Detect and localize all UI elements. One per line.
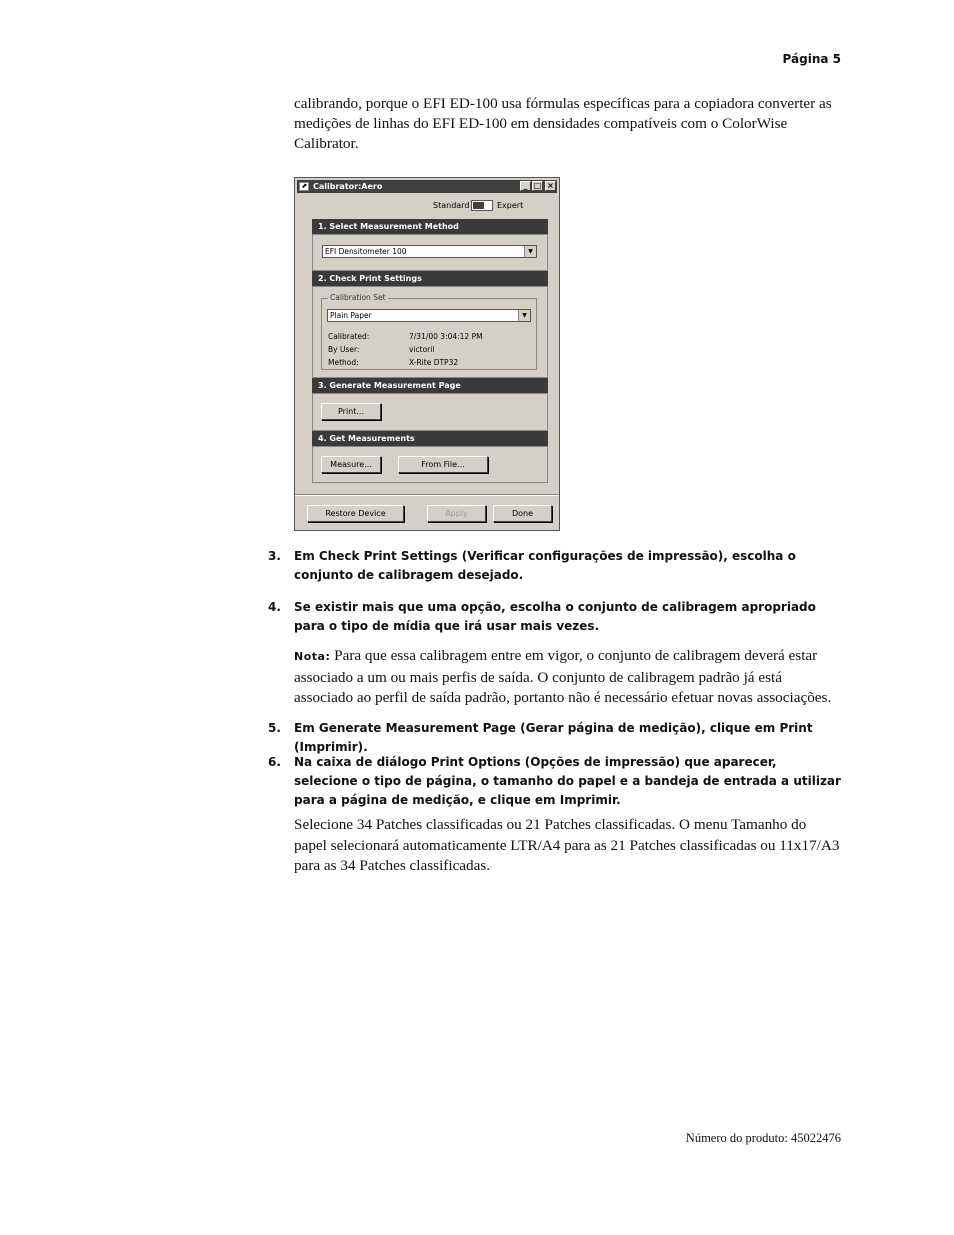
- page-number: Página 5: [782, 52, 841, 66]
- step-3-text: Em Check Print Settings (Verificar configurações de impressão), escolha o conjunto de calibragem desejado.: [294, 549, 796, 582]
- chevron-down-icon: ▼: [524, 246, 536, 257]
- measurement-method-value: EFI Densitometer 100: [325, 247, 407, 256]
- step-3-number: 3.: [268, 549, 281, 563]
- window-title: Calibrator:Aero: [313, 182, 383, 191]
- step-5-text: Em Generate Measurement Page (Gerar página de medição), clique em Print (Imprimir).: [294, 721, 813, 754]
- step-6-number: 6.: [268, 755, 281, 769]
- mode-standard-label: Standard: [433, 201, 470, 210]
- note-text: Para que essa calibragem entre em vigor, o conjunto de calibragem deverá estar associado a um ou mais perfis de saída. O conjunto de calibragem padrão já está associado ao perfil de saída padrão, portanto não é necessário efetuar novas associações.: [294, 647, 832, 706]
- step-5-number: 5.: [268, 721, 281, 735]
- section-4-header: 4. Get Measurements: [312, 431, 548, 446]
- chevron-down-icon: ▼: [518, 310, 530, 321]
- section-3-header: 3. Generate Measurement Page: [312, 378, 548, 393]
- method-label: Method:: [328, 358, 359, 367]
- section-2-header: 2. Check Print Settings: [312, 271, 548, 286]
- calibrator-window-screenshot: [294, 177, 560, 531]
- product-number: Número do produto: 45022476: [685, 1131, 841, 1145]
- mode-toggle-switch[interactable]: [471, 200, 493, 211]
- note-paragraph: [294, 646, 842, 709]
- from-file-button[interactable]: From File...: [398, 456, 488, 473]
- step-6-text: Na caixa de diálogo Print Options (Opções de impressão) que aparecer, selecione o tipo de página, o tamanho do papel e a bandeja de entrada a utilizar para a página de medição, e clique em Imprimir.: [294, 755, 841, 807]
- intro-paragraph: calibrando, porque o EFI ED-100 usa fórmulas específicas para a copiadora converter as medições de linhas do EFI ED-100 em densidades compatíveis com o ColorWise Calibrator.: [294, 95, 832, 152]
- calibration-set-value: Plain Paper: [330, 311, 372, 320]
- step-4-number: 4.: [268, 600, 281, 614]
- divider: [295, 494, 559, 496]
- note-label: Nota:: [294, 650, 331, 663]
- print-button[interactable]: Print...: [321, 403, 381, 420]
- app-icon: ⬈: [299, 182, 309, 191]
- maximize-icon[interactable]: □: [533, 181, 542, 190]
- calibrated-label: Calibrated:: [328, 332, 370, 341]
- by-user-label: By User:: [328, 345, 360, 354]
- measurement-method-select[interactable]: [322, 245, 537, 258]
- method-value: X-Rite DTP32: [409, 358, 459, 367]
- step-4-text: Se existir mais que uma opção, escolha o conjunto de calibragem apropriado para o tipo de mídia que irá usar mais vezes.: [294, 600, 816, 633]
- minimize-icon[interactable]: _: [520, 181, 531, 191]
- apply-button[interactable]: Apply: [427, 505, 486, 522]
- restore-device-button[interactable]: Restore Device: [307, 505, 404, 522]
- by-user-value: victoril: [409, 345, 435, 354]
- calibrated-value: 7/31/00 3:04:12 PM: [409, 332, 483, 341]
- section-1-header: 1. Select Measurement Method: [312, 219, 548, 234]
- measure-button[interactable]: Measure...: [321, 456, 381, 473]
- calibration-set-label: Calibration Set: [330, 293, 386, 302]
- close-icon[interactable]: ×: [545, 181, 556, 191]
- calibration-set-select[interactable]: [327, 309, 531, 322]
- done-button[interactable]: Done: [493, 505, 552, 522]
- mode-expert-label: Expert: [497, 201, 524, 210]
- window-titlebar: [297, 180, 557, 193]
- step-6-paragraph: Selecione 34 Patches classificadas ou 21 Patches classificadas. O menu Tamanho do papel selecionará automaticamente LTR/A4 para as 21 Patches classificadas ou 11x17/A3 para as 34 Patches classificadas.: [294, 816, 840, 874]
